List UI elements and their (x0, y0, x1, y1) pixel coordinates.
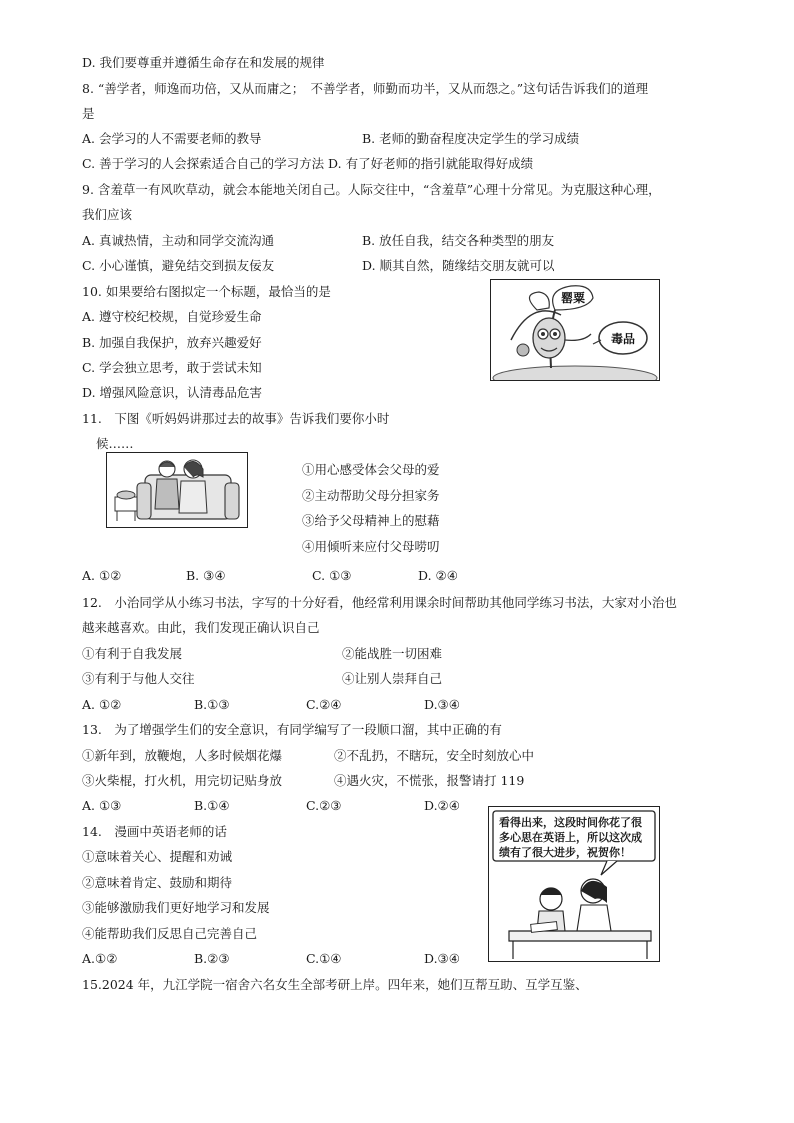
bubble-line-3: 绩有了很大进步，祝贺你！ (499, 846, 631, 859)
q12-option-d: D.③④ (424, 697, 460, 712)
q14-stem: 14. 漫画中英语老师的话 (82, 824, 227, 839)
q12-stem: 12. 小治同学从小练习书法，字写的十分好看，他经常利用课余时间帮助其他同学练习书法，大家对小治也 (82, 595, 677, 610)
teacher-praise-cartoon (488, 806, 660, 962)
q8-option-a: A. 会学习的人不需要老师的教导 (82, 131, 262, 146)
q11-statement-3: ③给予父母精神上的慰藉 (302, 513, 440, 528)
q7-option-d: D. 我们要尊重并遵循生命存在和发展的规律 (82, 55, 325, 70)
bubble-line-1: 看得出来，这段时间你花了很 (499, 816, 642, 829)
q14-option-a: A.①② (82, 951, 118, 966)
poppy-label: 罂粟 (560, 291, 586, 305)
q13-option-b: B.①④ (194, 798, 230, 813)
q11-option-c: C. ①③ (312, 568, 352, 583)
q13-option-d: D.②④ (424, 798, 460, 813)
q13-statement-3: ③火柴棍，打火机，用完切记贴身放 (82, 773, 283, 788)
q12-statement-4: ④让别人崇拜自己 (342, 671, 443, 686)
q8-option-b: B. 老师的勤奋程度决定学生的学习成绩 (362, 131, 580, 146)
q14-statement-4: ④能帮助我们反思自己完善自己 (82, 926, 258, 941)
q9-option-a: A. 真诚热情，主动和同学交流沟通 (82, 233, 274, 248)
q13-statement-2: ②不乱扔，不瞎玩，安全时刻放心中 (334, 748, 535, 763)
q11-statement-4: ④用倾听来应付父母唠叨 (302, 539, 440, 554)
q12-statement-1: ①有利于自我发展 (82, 646, 183, 661)
q8-stem: 8. “善学者，师逸而功倍，又从而庸之； 不善学者，师勤而功半，又从而怨之。”这句话告诉我们的道理 (82, 81, 649, 96)
q10-option-c: C. 学会独立思考，敢于尝试未知 (82, 360, 262, 375)
drug-label: 毒品 (610, 332, 636, 346)
q14-option-c: C.①④ (306, 951, 342, 966)
q10-option-b: B. 加强自我保护，放弃兴趣爱好 (82, 335, 262, 350)
q14-option-d: D.③④ (424, 951, 460, 966)
mother-story-cartoon (106, 452, 248, 528)
q13-option-c: C.②③ (306, 798, 342, 813)
q11-stem-cont: 候…… (96, 436, 134, 451)
q13-option-a: A. ①③ (82, 798, 122, 813)
q9-option-d: D. 顺其自然，随缘结交朋友就可以 (362, 258, 555, 273)
q11-statement-1: ①用心感受体会父母的爱 (302, 462, 440, 477)
q12-option-c: C.②④ (306, 697, 342, 712)
q10-option-a: A. 遵守校纪校规，自觉珍爱生命 (82, 309, 262, 324)
q14-statement-2: ②意味着肯定、鼓励和期待 (82, 875, 233, 890)
poppy-drug-cartoon (490, 279, 660, 381)
q8-stem-cont: 是 (82, 106, 95, 121)
q15-stem: 15.2024 年，九江学院一宿舍六名女生全部考研上岸。四年来，她们互帮互助、互学互鉴、 (82, 977, 588, 992)
q13-statement-1: ①新年到，放鞭炮，人多时候烟花爆 (82, 748, 283, 763)
q14-statement-3: ③能够激励我们更好地学习和发展 (82, 900, 270, 915)
q9-option-b: B. 放任自我，结交各种类型的朋友 (362, 233, 555, 248)
q11-option-d: D. ②④ (418, 568, 458, 583)
q11-option-b: B. ③④ (186, 568, 226, 583)
q9-stem: 9. 含羞草一有风吹草动，就会本能地关闭自己。人际交往中，“含羞草”心理十分常见。为克服这种心理， (82, 182, 661, 197)
q11-statement-2: ②主动帮助父母分担家务 (302, 488, 440, 503)
q14-option-b: B.②③ (194, 951, 230, 966)
q12-option-a: A. ①② (82, 697, 122, 712)
q8-option-cd: C. 善于学习的人会探索适合自己的学习方法 D. 有了好老师的指引就能取得好成绩 (82, 156, 534, 171)
q14-statement-1: ①意味着关心、提醒和劝诫 (82, 849, 233, 864)
q10-option-d: D. 增强风险意识，认清毒品危害 (82, 385, 263, 400)
q13-statement-4: ④遇火灾，不慌张，报警请打 119 (334, 773, 525, 788)
q12-statement-2: ②能战胜一切困难 (342, 646, 443, 661)
q10-stem: 10. 如果要给右图拟定一个标题，最恰当的是 (82, 284, 331, 299)
bubble-line-2: 多心思在英语上，所以这次成 (499, 831, 642, 844)
q9-option-c: C. 小心谨慎，避免结交到损友佞友 (82, 258, 275, 273)
q12-option-b: B.①③ (194, 697, 230, 712)
q11-option-a: A. ①② (82, 568, 122, 583)
q12-stem-cont: 越来越喜欢。由此，我们发现正确认识自己 (82, 620, 320, 635)
q11-stem: 11. 下图《听妈妈讲那过去的故事》告诉我们要你小时 (82, 411, 390, 426)
q12-statement-3: ③有利于与他人交往 (82, 671, 195, 686)
q13-stem: 13. 为了增强学生们的安全意识，有同学编写了一段顺口溜，其中正确的有 (82, 722, 502, 737)
q9-stem-cont: 我们应该 (82, 207, 133, 222)
